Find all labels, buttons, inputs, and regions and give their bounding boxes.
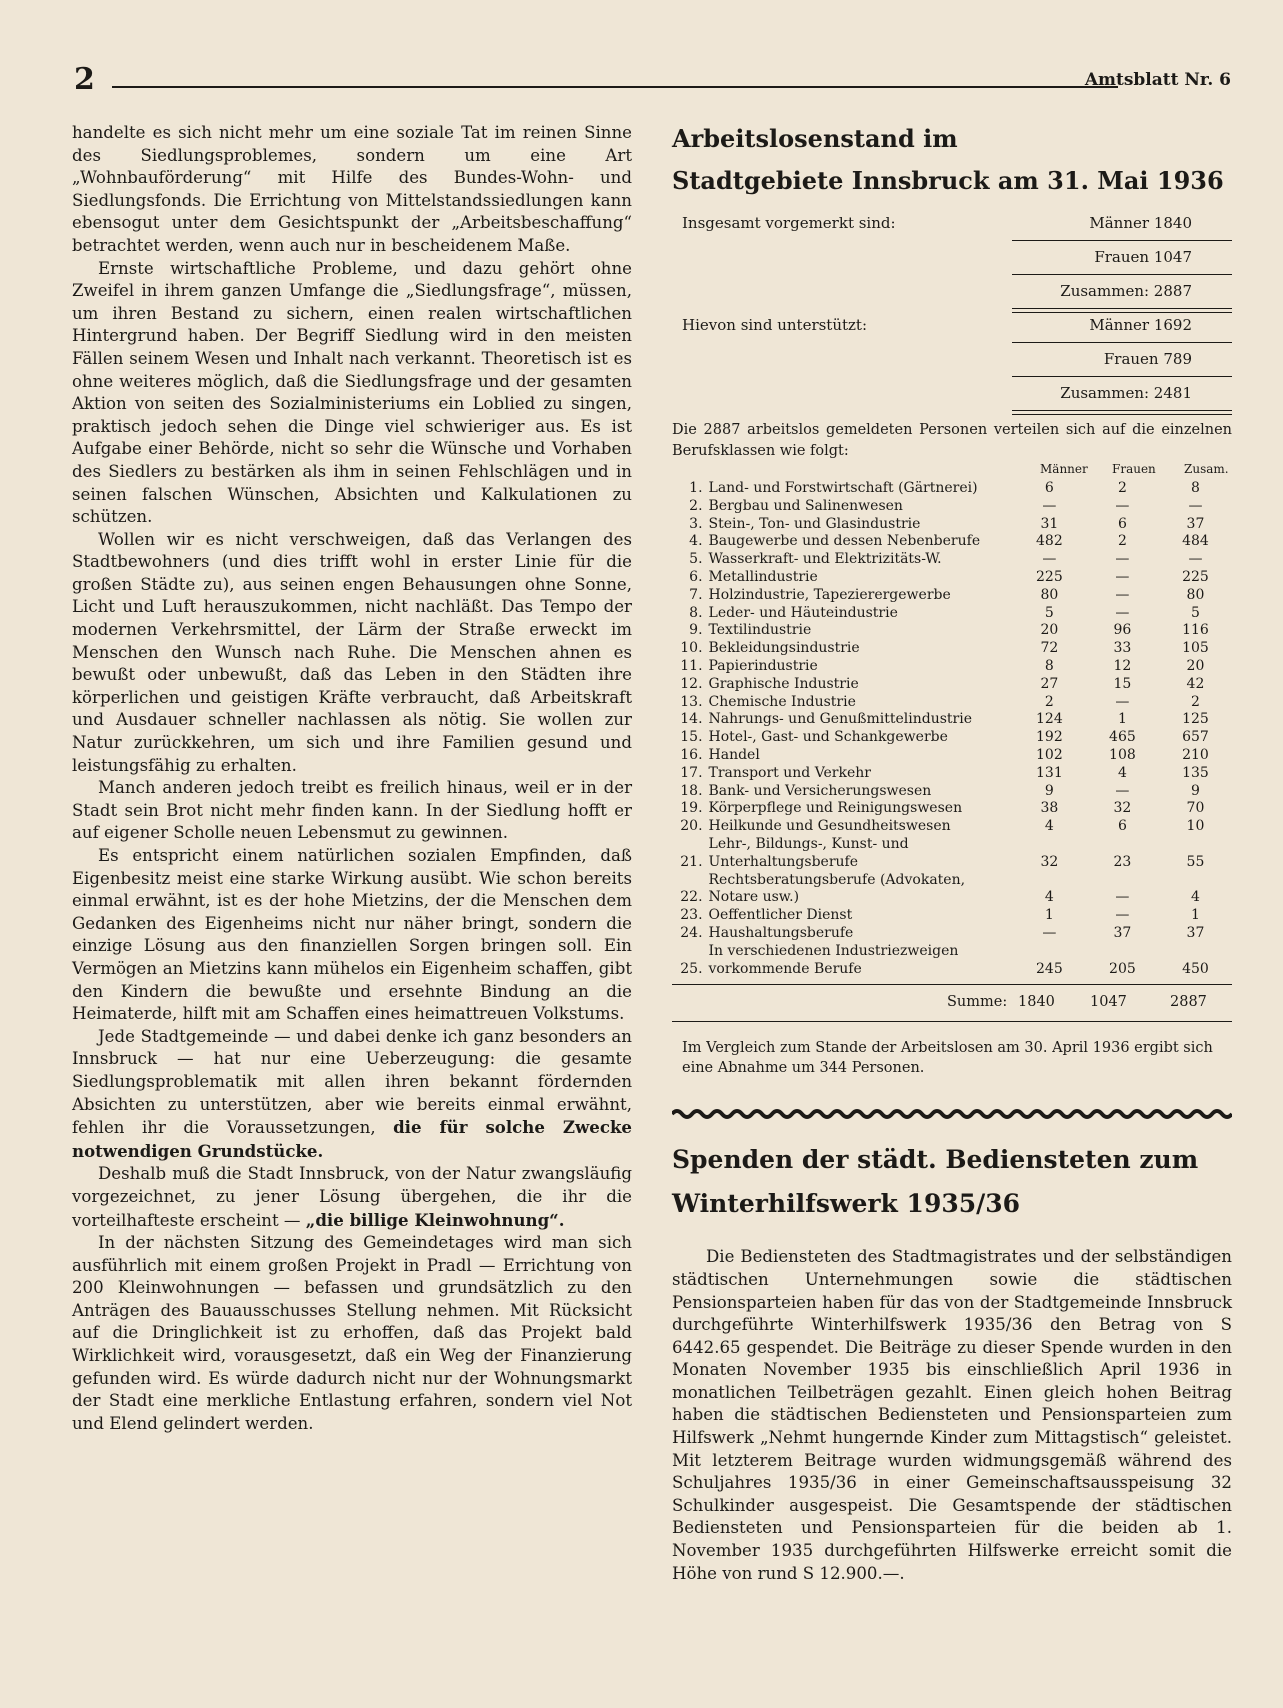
total-count: 10 [1186,818,1205,835]
men-count: 4 [1044,889,1054,906]
men-count: 38 [1040,800,1059,817]
total-count: 116 [1182,622,1209,639]
row-number: 13. [680,693,703,710]
supported-sum: Zusammen: 2481 [1060,384,1192,402]
occupation-name: Papierindustrie [708,657,818,674]
paragraph-text: Jede Stadtgemeinde — und dabei denke ich ganz besonders an Innsbruck — hat nur eine Ueberzeugung: die gesamte Siedlungsproblematik mit allen ihren bekannt fördernden Absichten zu unterstützen, aber wie bereits einmal erwähnt, fehlen ihr die Voraussetzungen, [72,1026,632,1138]
total-count: 70 [1186,800,1205,817]
occupation-name: Holzindustrie, Tapezierergewerbe [708,586,951,603]
women-count: 1 [1117,711,1127,728]
men-count: 245 [1036,960,1063,977]
total-count: 105 [1182,640,1209,657]
table-row [672,551,1232,569]
total-count: 8 [1191,480,1200,496]
men-count: 131 [1036,764,1063,781]
paragraph-text: Deshalb muß die Stadt Innsbruck, von der Natur zwangsläufig vorgezeichnet, zu jener Lösung übergehen, die ihr die vorteilhafteste erscheint — [72,1164,632,1230]
rule [1012,410,1232,411]
women-count: 6 [1117,515,1127,532]
row-number: 12. [680,675,703,692]
paragraph: Manch anderen jedoch treibt es freilich hinaus, weil er in der Stadt sein Brot nicht mehr finden kann. In der Siedlung hofft er auf eigener Scholle neuen Lebensmut zu gewinnen. [72,778,632,843]
occupation-name: Körperpflege und Reinigungswesen [708,800,963,817]
men-count: 6 [1044,480,1054,496]
row-number: 25. [680,960,703,977]
emphasis-text: „die billige Kleinwohnung“. [305,1209,565,1230]
totals-row [672,274,1232,308]
total-count: 37 [1186,924,1205,941]
table-row [672,569,1232,587]
occupation-name: Stein-, Ton- und Glasindustrie [708,515,921,532]
totals-row [672,240,1232,274]
occupation-name: Baugewerbe und dessen Nebenberufe [708,533,981,550]
men-count: 5 [1044,604,1054,621]
occupation-name: Nahrungs- und Genußmittelindustrie [708,711,972,728]
supported-men: Männer 1692 [1089,316,1192,334]
row-number: 5. [689,551,703,568]
total-count: 9 [1191,782,1200,799]
total-count: 225 [1182,568,1209,585]
row-number: 23. [680,907,703,924]
occupation-name: Leder- und Häuteindustrie [708,604,898,621]
women-count: — [1115,568,1130,585]
supported-row [672,308,1232,342]
table-row [672,694,1232,712]
women-count: 6 [1117,818,1127,835]
women-count: — [1115,889,1130,906]
men-count: — [1042,551,1057,568]
men-count: 4 [1044,818,1054,835]
sum-women: 1047 [1090,994,1127,1011]
occupation-name: Chemische Industrie [708,693,856,710]
total-count: 5 [1191,604,1200,621]
occupation-name: Haushaltungsberufe [708,924,854,941]
article-body: Die Bediensteten des Stadtmagistrates und der selbständigen städtischen Unternehmungen sowie die städtischen Pensionsparteien haben für das von der Stadtgemeinde Innsbruck durchgeführte Winterhilfswerk 1935/36 den Betrag von S 6442.65 gespendet. Die Beiträge zu dieser Spende wurden in den Monaten November 1935 bis einschließlich April 1936 in monatlichen Teilbeträgen gezahlt. Einen gleich hohen Beitrag haben die städtischen Bediensteten und Pensionsparteien zum Hilfswerk „Nehmt hungernde Kinder zum Mittagstisch“ geleistet. Mit letzterem Beitrage wurden widmungsgemäß während des Schuljahres 1935/36 in einer Gemeinschaftsausspeisung 32 Schulkinder ausgespeist. Die Gesamtspende der städtischen Bediensteten und Pensionsparteien für die beiden ab 1. November 1935 durchgeführten Hilfswerke erreicht somit die Höhe von rund S 12.900.—. [672,1247,1232,1583]
total-count: 125 [1182,711,1209,728]
table-row [672,711,1232,729]
totals-block [672,206,1232,410]
total-count: 42 [1186,675,1205,692]
title-line: Stadtgebiete Innsbruck am 31. Mai 1936 [672,166,1224,195]
women-count: 465 [1109,729,1136,746]
total-count: 20 [1186,657,1205,674]
total-count: 55 [1186,853,1205,870]
totals-label: Insgesamt vorgemerkt sind: [682,214,896,232]
row-number: 24. [680,924,703,941]
emphasis-text: die für solche Zwecke notwendigen Grundstücke. [72,1117,632,1161]
totals-women: Frauen 1047 [1094,248,1192,266]
occupation-name: Bergbau und Salinenwesen [708,497,903,514]
women-count: 12 [1113,657,1132,674]
sum-men: 1840 [1018,994,1055,1011]
paragraph: Wollen wir es nicht verschweigen, daß das Verlangen des Stadtbewohners (und dies trifft wohl in erster Linie für die großen Städte zu), aus seinen engen Behausungen ohne Sonne, Licht und Luft herauszukommen, nicht nachläßt. Das Tempo der modernen Verkehrsmittel, der Lärm der Straße erweckt im Menschen den Wunsch nach Ruhe. Die Menschen ahnen es bewußt oder unbewußt, daß das Leben in den Städten ihre körperlichen und geistigen Kräfte verbraucht, daß Arbeitskraft und Ausdauer schneller nachlassen als nötig. Sie wollen zur Natur zurückkehren, um sich und ihre Familien gesund und leistungsfähig zu erhalten. [72,529,632,775]
men-count: 124 [1036,711,1063,728]
header-rule [112,86,1118,88]
table-row [672,800,1232,818]
occupation-name: Lehr-, Bildungs-, Kunst- und Unterhaltungsberufe [708,835,909,870]
table-row [672,765,1232,783]
men-count: — [1042,924,1057,941]
total-count: 135 [1182,764,1209,781]
table-row [672,516,1232,534]
table-row [672,836,1232,872]
table-row [672,480,1232,498]
occupation-name: Bank- und Versicherungswesen [708,782,932,799]
men-count: 482 [1036,533,1063,550]
comparison-note: Im Vergleich zum Stande der Arbeitslosen am 30. April 1936 ergibt sich eine Abnahme um 344 Personen. [682,1040,1213,1077]
occupation-name: Land- und Forstwirtschaft (Gärtnerei) [708,480,978,496]
table-row [672,605,1232,623]
total-count: 2 [1191,693,1200,710]
row-number: 21. [680,853,703,870]
total-count: — [1188,551,1203,568]
women-count: 37 [1113,924,1132,941]
col-women-header: Frauen [1112,462,1156,476]
women-count: — [1115,782,1130,799]
paragraph: Ernste wirtschaftliche Probleme, und dazu gehört ohne Zweifel in ihrem ganzen Umfange die „Siedlungsfrage“, müssen, um ihren Bestand zu sichern, einen realen wirtschaftlichen Hintergrund haben. Der Begriff Siedlung wird in den meisten Fällen seinem Wesen und Inhalt nach verkannt. Theoretisch ist es ohne weiteres möglich, daß die Siedlungsfrage und der gesamten Aktion von seiten des Sozialministeriums ein Loblied zu singen, praktisch jedoch sehen die Dinge viel schwieriger aus. Es ist Aufgabe einer Behörde, nicht so sehr die Wünsche und Vorhaben des Siedlers zu bestärken als ihm in seinen Fehlschlägen und in seinen falschen Wünschen, Absichten und Kalkulationen zu schützen. [72,258,632,527]
women-count: 23 [1113,853,1132,870]
total-count: 450 [1182,960,1209,977]
sum-total: 2887 [1170,994,1207,1011]
men-count: 9 [1044,782,1054,799]
table-row [672,640,1232,658]
paragraph: In der nächsten Sitzung des Gemeindetages wird man sich ausführlich mit einem großen Projekt in Pradl — Errichtung von 200 Kleinwohnungen — befassen und grundsätzlich zu den Anträgen des Bauausschusses Stellung nehmen. Mit Rücksicht auf die Dringlichkeit ist zu erhoffen, daß das Projekt bald Wirklichkeit wird, vorausgesetzt, daß ein Weg der Finanzierung gefunden wird. Es würde dadurch nicht nur der Wohnungsmarkt der Stadt eine merkliche Entlastung erfahren, sondern viel Not und Elend gelindert werden. [72,1233,632,1433]
women-count: — [1115,551,1130,568]
row-number: 3. [689,515,703,532]
occupation-name: In verschiedenen Industriezweigen vorkommende Berufe [708,942,959,977]
supported-row [672,376,1232,410]
title-line: Arbeitslosenstand im [672,124,958,153]
row-number: 22. [680,889,703,906]
occupation-name: Handel [708,746,760,763]
totals-row [672,206,1232,240]
row-number: 10. [680,640,703,657]
total-count: 37 [1186,515,1205,532]
title-line: Winterhilfswerk 1935/36 [672,1189,1021,1219]
sum-row [672,984,1232,1022]
row-number: 2. [689,497,703,514]
row-number: 20. [680,818,703,835]
occupation-name: Textilindustrie [708,622,812,639]
supported-row [672,342,1232,376]
total-count: — [1188,497,1203,514]
men-count: 72 [1040,640,1059,657]
table-row [672,907,1232,925]
women-count: 108 [1109,746,1136,763]
men-count: 192 [1036,729,1063,746]
occupation-name: Hotel-, Gast- und Schankgewerbe [708,729,948,746]
occupation-name: Oeffentlicher Dienst [708,907,853,924]
total-count: 484 [1182,533,1209,550]
women-count: 2 [1117,533,1127,550]
supported-label: Hievon sind unterstützt: [682,316,868,334]
table-row [672,587,1232,605]
col-total-header: Zusam. [1184,462,1229,476]
table-row [672,533,1232,551]
table-row [672,818,1232,836]
row-number: 15. [680,729,703,746]
table-row [672,747,1232,765]
men-count: 27 [1040,675,1059,692]
women-count: 15 [1113,675,1132,692]
row-number: 19. [680,800,703,817]
women-count: 32 [1113,800,1132,817]
total-count: 1 [1191,907,1200,924]
total-count: 80 [1186,586,1205,603]
row-number: 9. [689,622,703,639]
occupation-name: Graphische Industrie [708,675,859,692]
publication-name: Amtsblatt Nr. 6 [1084,70,1231,90]
occupation-table [672,480,1232,978]
col-men-header: Männer [1040,462,1088,476]
section-divider [672,1108,1232,1120]
paragraph: handelte es sich nicht mehr um eine soziale Tat im reinen Sinne des Siedlungsproblemes, sondern um eine Art „Wohnbauförderung“ mit Hilfe des Bundes-Wohn- und Siedlungsfonds. Die Errichtung von Mittelstandssiedlungen kann ebensogut unter dem Gesichtspunkt der „Arbeitsbeschaffung“ betrachtet werden, wenn auch nur in bescheidenem Maße. [72,123,632,255]
men-count: 1 [1044,907,1054,924]
women-count: — [1115,586,1130,603]
row-number: 1. [689,480,703,496]
occupation-name: Transport und Verkehr [708,764,871,781]
occupation-name: Bekleidungsindustrie [708,640,860,657]
left-column [72,122,632,1435]
sum-label: Summe: [947,994,1008,1011]
table-row [672,658,1232,676]
row-number: 6. [689,568,703,585]
table-row [672,872,1232,908]
total-count: 4 [1191,889,1200,906]
title-line: Spenden der städt. Bediensteten zum [672,1145,1199,1175]
women-count: 205 [1109,960,1136,977]
paragraph [72,1026,632,1164]
row-number: 14. [680,711,703,728]
women-count: — [1115,907,1130,924]
row-number: 17. [680,764,703,781]
row-number: 16. [680,746,703,763]
women-count: 96 [1113,622,1132,639]
table-row [672,783,1232,801]
table-column-headers [672,462,1232,480]
row-number: 11. [680,657,703,674]
men-count: 32 [1040,853,1059,870]
men-count: 31 [1040,515,1059,532]
article-title [672,118,1232,202]
men-count: 80 [1040,586,1059,603]
distribution-intro: Die 2887 arbeitslos gemeldeten Personen verteilen sich auf die einzelnen Berufsklassen wie folgt: [672,422,1232,459]
table-row [672,498,1232,516]
women-count: — [1115,497,1130,514]
women-count: — [1115,693,1130,710]
article-title [672,1138,1232,1226]
rule [1012,414,1232,415]
page-number: 2 [74,62,95,97]
totals-sum: Zusammen: 2887 [1060,282,1192,300]
totals-men: Männer 1840 [1089,214,1192,232]
men-count: — [1042,497,1057,514]
men-count: 8 [1044,657,1054,674]
total-count: 210 [1182,746,1209,763]
occupation-name: Metallindustrie [708,568,818,585]
table-row [672,729,1232,747]
men-count: 20 [1040,622,1059,639]
table-row [672,676,1232,694]
paragraph: Es entspricht einem natürlichen sozialen Empfinden, daß Eigenbesitz meist eine starke Wirkung ausübt. Wie schon bereits einmal erwähnt, ist es der hohe Mietzins, der die Menschen dem Gedanken des Eigenheims nicht nur näher bringt, sondern die einzige Lösung aus den finanziellen Sorgen bringen soll. Ein Vermögen an Mietzins kann mühelos ein Eigenheim schaffen, gibt den Kindern die bewußte und ersehnte Bindung an die Heimaterde, hilft mit am Schaffen eines heimattreuen Volkstums. [72,846,632,1024]
row-number: 8. [689,604,703,621]
table-row [672,622,1232,640]
women-count: — [1115,604,1130,621]
row-number: 18. [680,782,703,799]
total-count: 657 [1182,729,1209,746]
women-count: 2 [1117,480,1127,496]
men-count: 225 [1036,568,1063,585]
women-count: 33 [1113,640,1132,657]
supported-women: Frauen 789 [1103,350,1192,368]
men-count: 2 [1044,693,1054,710]
paragraph [72,1163,632,1232]
women-count: 4 [1117,764,1127,781]
row-number: 7. [689,586,703,603]
men-count: 102 [1036,746,1063,763]
occupation-name: Wasserkraft- und Elektrizitäts-W. [708,551,942,568]
occupation-name: Heilkunde und Gesundheitswesen [708,818,951,835]
table-row [672,925,1232,943]
occupation-name: Rechtsberatungsberufe (Advokaten, Notare usw.) [708,871,966,906]
row-number: 4. [689,533,703,550]
table-row [672,943,1232,979]
right-column [672,118,1232,1585]
